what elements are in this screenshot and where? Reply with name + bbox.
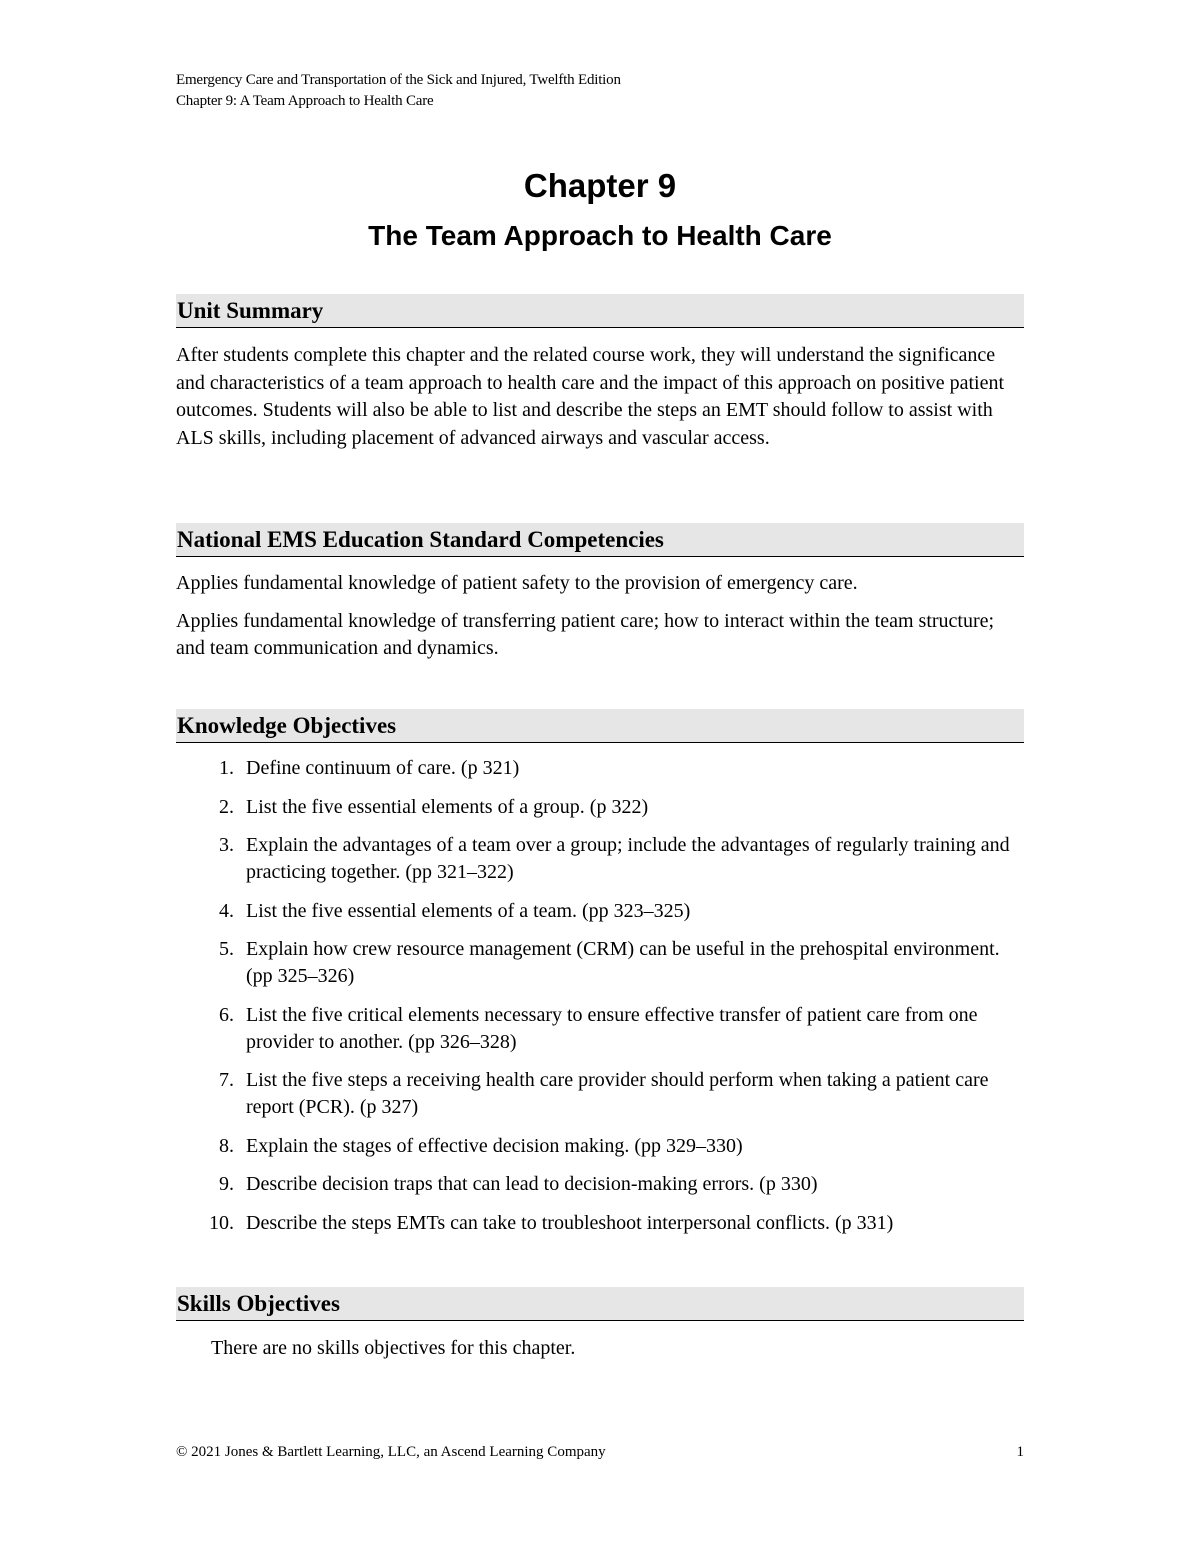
list-item-number: 10.: [209, 1211, 234, 1234]
knowledge-objectives-section: [176, 709, 1024, 1248]
chapter-title: Chapter 9: [523, 167, 677, 204]
copyright-text: © 2021 Jones & Bartlett Learning, LLC, an Ascend Learning Company: [176, 1444, 606, 1460]
list-item: [176, 832, 1024, 886]
list-item: [176, 1002, 1024, 1056]
skills-objectives-text: There are no skills objectives for this chapter.: [211, 1337, 576, 1359]
header-book-title: Emergency Care and Transportation of the Sick and Injured, Twelfth Edition: [176, 72, 621, 88]
header-chapter-title: Chapter 9: A Team Approach to Health Care: [176, 93, 434, 109]
list-item-text: Explain the stages of effective decision making. (pp 329–330): [246, 1134, 743, 1157]
unit-summary-text: After students complete this chapter and the related course work, they will understand the significance and characteristics of a team approach to health care and the impact of this approach on positive patient outcomes. Students will also be able to list and describe the steps an EMT should follow to assist with ALS skills, including placement of advanced airways and vascular access.: [176, 344, 1004, 449]
list-item-number: 8.: [219, 1134, 234, 1157]
list-item-text: Explain how crew resource management (CRM) can be useful in the prehospital environment. (pp 325–326): [246, 938, 1000, 987]
list-item-number: 3.: [219, 834, 234, 856]
list-item: [176, 936, 1024, 990]
list-item-text: Describe the steps EMTs can take to troubleshoot interpersonal conflicts. (p 331): [246, 1211, 894, 1234]
list-item-text: List the five steps a receiving health care provider should perform when taking a patient care report (PCR). (p 327): [246, 1069, 989, 1118]
chapter-subtitle: The Team Approach to Health Care: [368, 220, 832, 251]
list-item: [176, 1171, 1024, 1198]
list-item-number: 2.: [219, 795, 234, 818]
list-item: [176, 1067, 1024, 1121]
list-item: [176, 1133, 1024, 1160]
competencies-section: [176, 523, 1024, 663]
list-item: [176, 898, 1024, 925]
knowledge-objectives-list: [176, 755, 1024, 1237]
list-item: [176, 1210, 1024, 1237]
page-footer: [176, 1441, 1024, 1463]
running-header: [176, 70, 621, 112]
skills-objectives-heading: Skills Objectives: [176, 1287, 1024, 1321]
list-item-text: List the five essential elements of a team. (pp 323–325): [246, 899, 691, 922]
list-item-text: List the five essential elements of a group. (p 322): [246, 795, 649, 818]
list-item-text: Define continuum of care. (p 321): [246, 757, 520, 779]
list-item-number: 6.: [219, 1003, 234, 1026]
list-item-number: 1.: [219, 757, 234, 779]
list-item-text: List the five critical elements necessary to ensure effective transfer of patient care from one provider to another. (pp 326–328): [246, 1003, 978, 1053]
title-block: [0, 164, 1200, 256]
competency-paragraph: Applies fundamental knowledge of transferring patient care; how to interact within the team structure; and team communication and dynamics.: [176, 609, 995, 659]
list-item-text: Describe decision traps that can lead to decision-making errors. (p 330): [246, 1173, 818, 1195]
list-item-number: 7.: [219, 1069, 234, 1091]
skills-objectives-section: [176, 1287, 1024, 1362]
unit-summary-section: [176, 294, 1024, 452]
knowledge-objectives-heading: Knowledge Objectives: [176, 709, 1024, 743]
unit-summary-heading: Unit Summary: [176, 294, 1024, 328]
competency-paragraph: Applies fundamental knowledge of patient safety to the provision of emergency care.: [176, 572, 858, 594]
list-item-number: 4.: [219, 899, 234, 922]
list-item-number: 5.: [219, 938, 234, 960]
page-number: 1: [1016, 1444, 1024, 1460]
list-item: [176, 794, 1024, 821]
list-item-text: Explain the advantages of a team over a group; include the advantages of regularly training and practicing together. (pp 321–322): [246, 834, 1010, 883]
competencies-heading: National EMS Education Standard Competencies: [176, 523, 1024, 557]
list-item-number: 9.: [219, 1173, 234, 1195]
list-item: [176, 755, 1024, 782]
